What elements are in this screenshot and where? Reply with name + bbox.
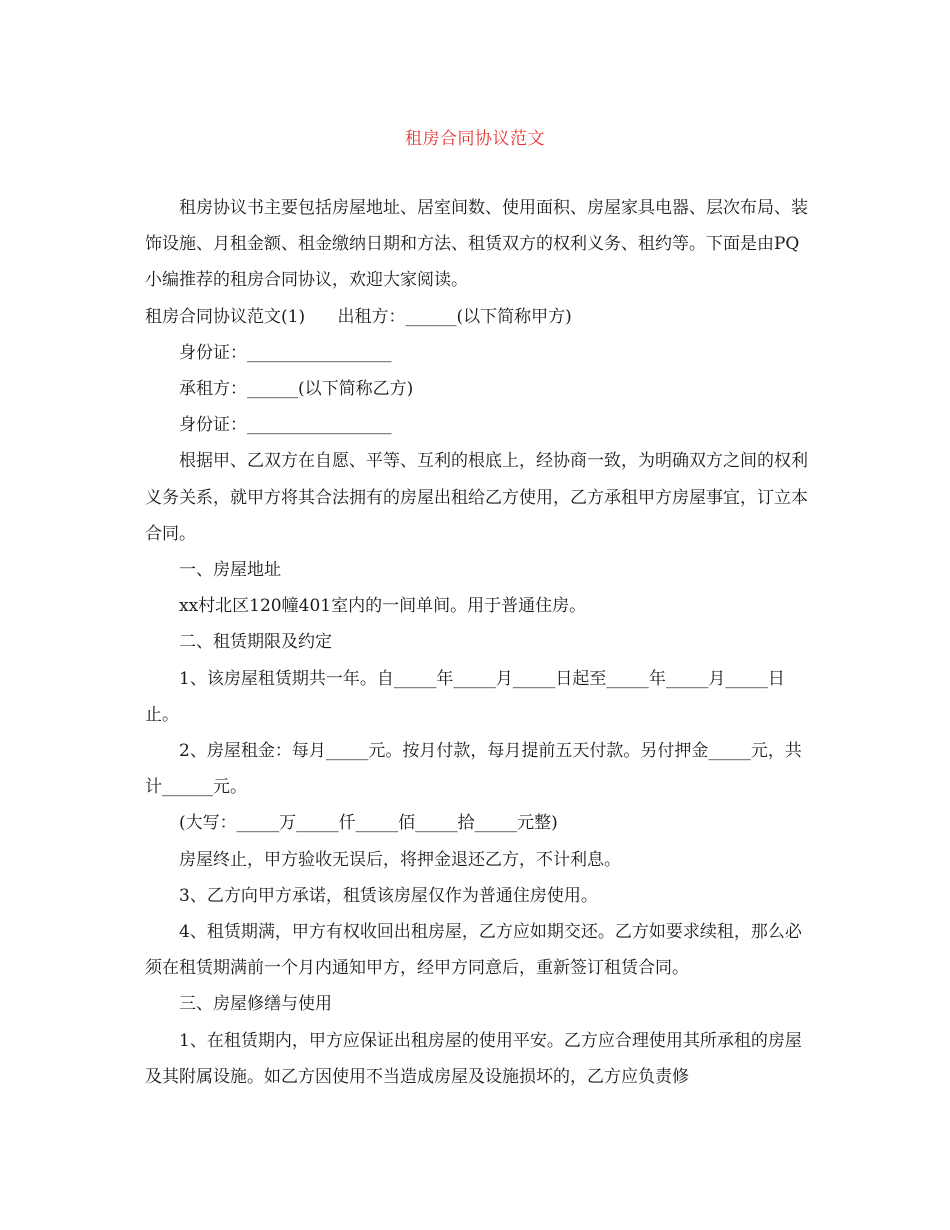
paragraph-term-2: 2、房屋租金：每月_____元。按月付款，每月提前五天付款。另付押金_____元，共计______元。 <box>145 741 802 798</box>
paragraph-intro: 租房协议书主要包括房屋地址、居室间数、使用面积、房屋家具电器、层次布局、装饰设施、月租金额、租金缴纳日期和方法、租赁双方的权利义务、租约等。下面是由PQ小编推荐的租房合同协议，欢迎大家阅读。 <box>145 198 808 291</box>
paragraph-term-1: 1、该房屋租赁期共一年。自_____年_____月_____日起至_____年_____月_____日止。 <box>145 668 785 725</box>
paragraph-lessor: 租房合同协议范文(1) 出租方：______(以下简称甲方) <box>145 306 572 327</box>
section-heading-address: 一、房屋地址 <box>179 560 281 581</box>
paragraph-lessee-id: 身份证：_________________ <box>179 415 392 436</box>
paragraph-term-3: 3、乙方向甲方承诺，租赁该房屋仅作为普通住房使用。 <box>179 885 598 906</box>
paragraph-lessor-id: 身份证：_________________ <box>179 342 392 363</box>
paragraph-deposit: 房屋终止，甲方验收无误后，将押金退还乙方，不计利息。 <box>179 849 621 870</box>
paragraph-term-4: 4、租赁期满，甲方有权收回出租房屋，乙方应如期交还。乙方如要求续租，那么必须在租赁期满前一个月内通知甲方，经甲方同意后，重新签订租赁合同。 <box>145 922 802 979</box>
paragraph-address: xx村北区120幢401室内的一间单间。用于普通住房。 <box>179 596 587 617</box>
document-body <box>145 190 810 1095</box>
paragraph-basis: 根据甲、乙双方在自愿、平等、互利的根底上，经协商一致，为明确双方之间的权利义务关系，就甲方将其合法拥有的房屋出租给乙方使用，乙方承租甲方房屋事宜，订立本合同。 <box>145 451 808 544</box>
paragraph-amount-words: (大写：_____万_____仟_____佰_____拾_____元整) <box>179 813 558 834</box>
section-heading-term: 二、租赁期限及约定 <box>179 632 332 653</box>
paragraph-repair-1: 1、在租赁期内，甲方应保证出租房屋的使用平安。乙方应合理使用其所承租的房屋及其附属设施。如乙方因使用不当造成房屋及设施损坏的，乙方应负责修 <box>145 1030 802 1087</box>
section-heading-repair: 三、房屋修缮与使用 <box>179 994 332 1015</box>
paragraph-lessee: 承租方：______(以下简称乙方) <box>179 379 414 400</box>
document-title: 租房合同协议范文 <box>405 129 545 149</box>
